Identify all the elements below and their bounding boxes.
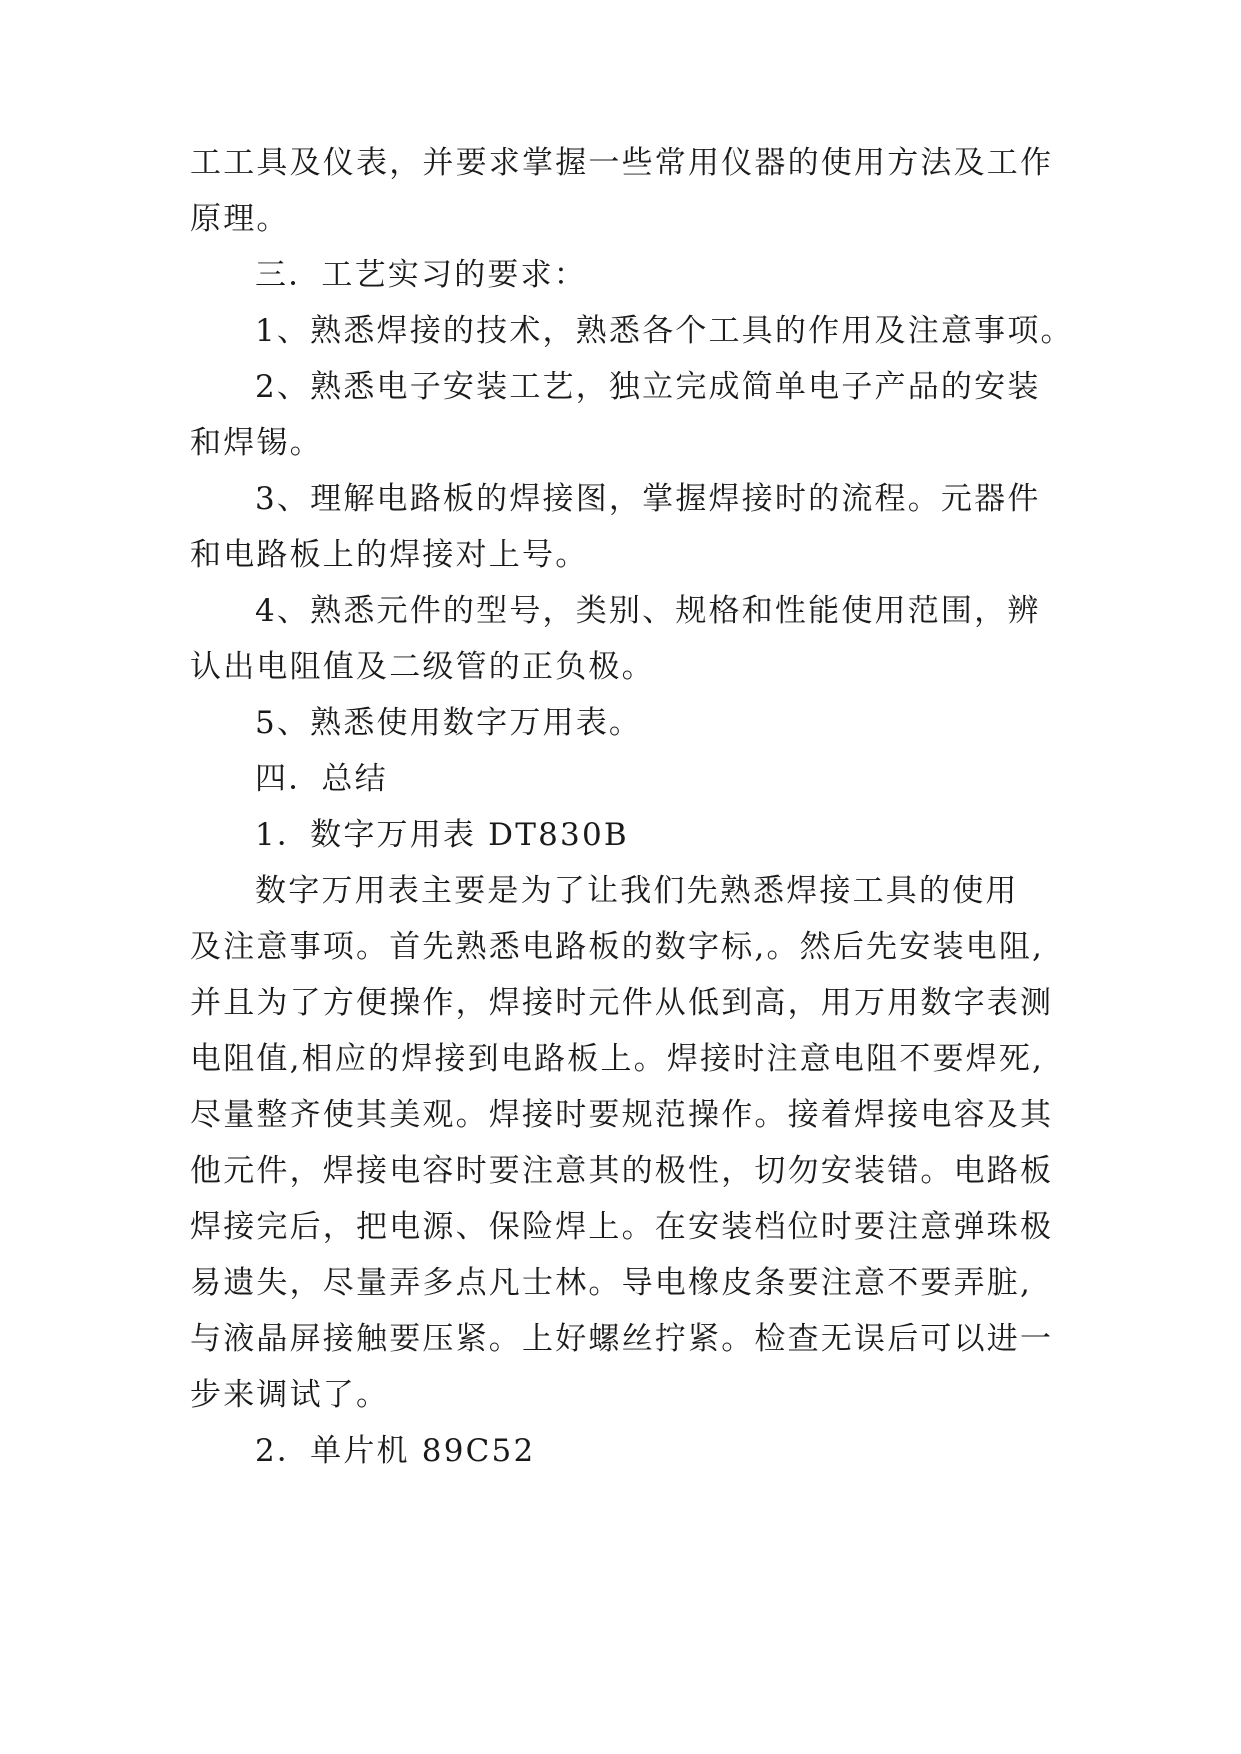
list-item: 4、熟悉元件的型号，类别、规格和性能使用范围，辨 xyxy=(255,593,1041,629)
paragraph-line: 并且为了方便操作，焊接时元件从低到高，用万用数字表测 xyxy=(190,985,1054,1021)
text-line: 工工具及仪表，并要求掌握一些常用仪器的使用方法及工作 xyxy=(190,145,1054,181)
paragraph-line: 电阻值,相应的焊接到电路板上。焊接时注意电阻不要焊死, xyxy=(190,1041,1045,1077)
paragraph-line: 步来调试了。 xyxy=(190,1377,390,1413)
subsection-heading: 1．数字万用表 DT830B xyxy=(255,817,629,853)
paragraph-line: 焊接完后，把电源、保险焊上。在安装档位时要注意弹珠极 xyxy=(190,1209,1054,1245)
paragraph-line: 数字万用表主要是为了让我们先熟悉焊接工具的使用 xyxy=(255,873,1019,909)
list-item: 1、熟悉焊接的技术，熟悉各个工具的作用及注意事项。 xyxy=(255,313,1074,349)
section-heading: 四．总结 xyxy=(255,761,388,797)
paragraph-line: 及注意事项。首先熟悉电路板的数字标,。然后先安装电阻, xyxy=(190,929,1045,965)
text-line: 和焊锡。 xyxy=(190,425,323,461)
paragraph-line: 他元件，焊接电容时要注意其的极性，切勿安装错。电路板 xyxy=(190,1153,1054,1189)
paragraph-line: 与液晶屏接触要压紧。上好螺丝拧紧。检查无误后可以进一 xyxy=(190,1321,1054,1357)
text-line: 原理。 xyxy=(190,201,290,237)
paragraph-line: 易遗失，尽量弄多点凡士林。导电橡皮条要注意不要弄脏, xyxy=(190,1265,1033,1301)
list-item: 2、熟悉电子安装工艺，独立完成简单电子产品的安装 xyxy=(255,369,1041,405)
text-line: 和电路板上的焊接对上号。 xyxy=(190,537,589,573)
list-item: 3、理解电路板的焊接图，掌握焊接时的流程。元器件 xyxy=(255,481,1041,517)
text-line: 认出电阻值及二级管的正负极。 xyxy=(190,649,655,685)
subsection-heading: 2．单片机 89C52 xyxy=(255,1433,536,1469)
paragraph-line: 尽量整齐使其美观。焊接时要规范操作。接着焊接电容及其 xyxy=(190,1097,1054,1133)
list-item: 5、熟悉使用数字万用表。 xyxy=(255,705,643,741)
section-heading: 三．工艺实习的要求： xyxy=(255,257,587,293)
